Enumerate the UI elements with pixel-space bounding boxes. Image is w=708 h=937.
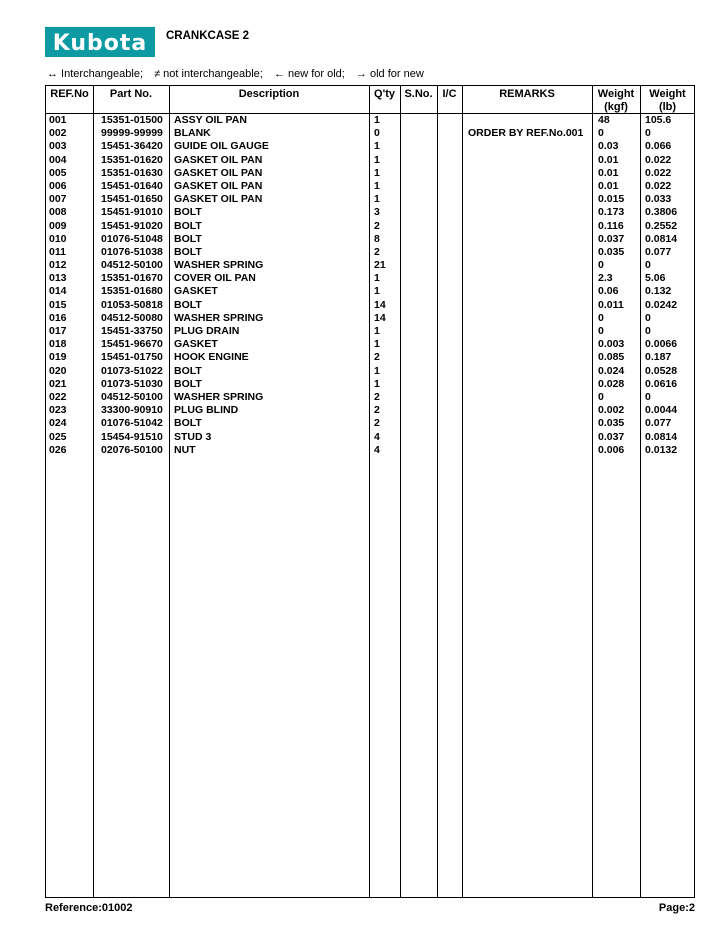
table-row [46, 312, 694, 325]
cell-qty: 2 [374, 245, 380, 258]
cell-ref-no: 001 [49, 114, 67, 126]
cell-part-no: 01073-51022 [101, 364, 163, 377]
cell-qty: 1 [374, 364, 380, 377]
table-row [46, 444, 694, 457]
cell-description: COVER OIL PAN [174, 272, 256, 285]
cell-description: WASHER SPRING [174, 259, 264, 272]
cell-ref-no: 011 [49, 245, 66, 258]
cell-weight-kgf: 0.002 [598, 404, 625, 417]
cell-ref-no: 017 [49, 325, 67, 337]
header-serial-no: S.No. [404, 88, 433, 100]
cell-ref-no: 003 [49, 140, 67, 153]
cell-weight-lb: 0.0616 [645, 377, 678, 390]
cell-part-no: 15351-01630 [101, 166, 163, 179]
cell-part-no: 15451-01750 [101, 351, 163, 364]
cell-description: GASKET OIL PAN [174, 166, 263, 179]
cell-ref-no: 022 [49, 390, 67, 403]
cell-part-no: 15451-91020 [101, 219, 163, 232]
cell-weight-lb: 0.0242 [645, 298, 678, 311]
cell-qty: 2 [374, 390, 380, 403]
cell-weight-lb: 0.132 [645, 285, 672, 298]
cell-ref-no: 004 [49, 153, 67, 166]
cell-qty: 4 [374, 430, 380, 443]
cell-qty: 1 [374, 272, 380, 285]
cell-description: GUIDE OIL GAUGE [174, 140, 269, 153]
cell-weight-kgf: 0.024 [598, 364, 625, 377]
cell-weight-lb: 0.066 [645, 140, 672, 153]
legend-not-interchangeable: ≠ not interchangeable; [154, 68, 263, 80]
cell-part-no: 99999-99999 [101, 127, 163, 140]
kubota-logo-text: Kubota [52, 31, 148, 56]
cell-weight-lb: 105.6 [645, 114, 672, 126]
cell-weight-kgf: 0 [598, 311, 604, 324]
cell-weight-kgf: 0 [598, 325, 604, 337]
cell-qty: 2 [374, 404, 380, 417]
table-row [46, 325, 694, 338]
table-row [46, 220, 694, 233]
cell-qty: 1 [374, 377, 380, 390]
cell-description: BOLT [174, 245, 202, 258]
legend-old-for-new: → old for new [355, 68, 424, 80]
table-row [46, 180, 694, 193]
cell-weight-kgf: 0.006 [598, 443, 625, 456]
cell-remarks: ORDER BY REF.No.001 [468, 127, 584, 140]
header-qty: Q'ty [374, 88, 395, 100]
cell-description: PLUG BLIND [174, 404, 239, 417]
table-row [46, 246, 694, 259]
cell-weight-lb: 0 [645, 325, 651, 337]
legend [47, 68, 432, 80]
cell-description: PLUG DRAIN [174, 325, 240, 337]
cell-weight-lb: 0.2552 [645, 219, 678, 232]
cell-weight-lb: 0.022 [645, 179, 672, 192]
cell-part-no: 04512-50080 [101, 311, 163, 324]
cell-description: BLANK [174, 127, 211, 140]
cell-weight-kgf: 48 [598, 114, 610, 126]
table-row [46, 299, 694, 312]
table-row [46, 378, 694, 391]
cell-weight-lb: 0.187 [645, 351, 672, 364]
table-row [46, 285, 694, 298]
cell-description: HOOK ENGINE [174, 351, 249, 364]
cell-part-no: 15351-01680 [101, 285, 163, 298]
cell-qty: 1 [374, 193, 380, 206]
cell-weight-kgf: 0.116 [598, 219, 624, 232]
cell-description: STUD 3 [174, 430, 212, 443]
table-row [46, 365, 694, 378]
cell-qty: 8 [374, 232, 380, 245]
cell-weight-lb: 0.077 [645, 245, 672, 258]
cell-qty: 2 [374, 417, 380, 430]
cell-qty: 1 [374, 153, 380, 166]
header-part-no: Part No. [109, 88, 153, 100]
table-row [46, 259, 694, 272]
cell-part-no: 15451-01640 [101, 179, 163, 192]
cell-ref-no: 018 [49, 338, 67, 351]
cell-ref-no: 016 [49, 311, 67, 324]
cell-ref-no: 010 [49, 232, 67, 245]
legend-interchangeable: ↔ Interchangeable; [47, 68, 144, 80]
cell-part-no: 04512-50100 [101, 259, 163, 272]
cell-weight-lb: 0.0528 [645, 364, 678, 377]
cell-qty: 2 [374, 351, 380, 364]
cell-weight-kgf: 0 [598, 127, 604, 140]
cell-ref-no: 020 [49, 364, 67, 377]
cell-ref-no: 014 [49, 285, 67, 298]
cell-part-no: 01076-51038 [101, 245, 163, 258]
cell-weight-kgf: 0 [598, 259, 604, 272]
cell-ref-no: 002 [49, 127, 67, 140]
table-row [46, 193, 694, 206]
cell-part-no: 01073-51030 [101, 377, 163, 390]
header-remarks: REMARKS [499, 88, 555, 100]
cell-weight-lb: 0 [645, 311, 651, 324]
cell-weight-kgf: 0.037 [598, 430, 625, 443]
legend-new-for-old: ← new for old; [273, 68, 345, 80]
cell-part-no: 15351-01620 [101, 153, 163, 166]
table-row [46, 127, 694, 140]
cell-description: GASKET OIL PAN [174, 153, 263, 166]
cell-part-no: 15451-33750 [101, 325, 163, 337]
table-row [46, 140, 694, 153]
table-row [46, 417, 694, 430]
cell-description: WASHER SPRING [174, 311, 264, 324]
table-row [46, 233, 694, 246]
cell-weight-lb: 0.033 [645, 193, 672, 206]
header-weight-lb [640, 88, 695, 114]
table-row [46, 114, 694, 127]
header-weight-kgf-line1: Weight [597, 88, 635, 100]
cell-part-no: 15454-91510 [101, 430, 163, 443]
cell-description: BOLT [174, 206, 202, 219]
cell-part-no: 04512-50100 [101, 390, 163, 403]
cell-qty: 4 [374, 443, 380, 456]
cell-qty: 21 [374, 259, 386, 272]
cell-part-no: 15451-36420 [101, 140, 163, 153]
cell-description: BOLT [174, 219, 202, 232]
table-row [46, 404, 694, 417]
cell-part-no: 01053-50818 [101, 298, 163, 311]
cell-weight-lb: 0 [645, 390, 651, 403]
cell-qty: 2 [374, 219, 380, 232]
table-row [46, 431, 694, 444]
cell-weight-lb: 0.0066 [645, 338, 678, 351]
header-weight-lb-line2: (lb) [658, 101, 677, 113]
cell-weight-lb: 0.022 [645, 166, 672, 179]
kubota-logo [45, 27, 155, 57]
cell-weight-kgf: 0.011 [598, 298, 624, 311]
table-row [46, 272, 694, 285]
table-row [46, 351, 694, 364]
cell-weight-kgf: 0.015 [598, 193, 625, 206]
cell-description: BOLT [174, 364, 202, 377]
cell-weight-lb: 0.022 [645, 153, 672, 166]
table-row [46, 206, 694, 219]
cell-ref-no: 012 [49, 259, 67, 272]
cell-qty: 3 [374, 206, 380, 219]
header-weight-lb-line1: Weight [649, 88, 686, 100]
cell-description: BOLT [174, 417, 202, 430]
header-ref-no: REF.No [50, 88, 89, 100]
cell-ref-no: 013 [49, 272, 67, 285]
cell-weight-kgf: 0.173 [598, 206, 625, 219]
cell-ref-no: 008 [49, 206, 67, 219]
cell-ref-no: 006 [49, 179, 67, 192]
cell-part-no: 01076-51048 [101, 232, 163, 245]
cell-description: GASKET [174, 338, 218, 351]
cell-ref-no: 007 [49, 193, 67, 206]
cell-description: GASKET OIL PAN [174, 193, 263, 206]
cell-weight-lb: 0.3806 [645, 206, 678, 219]
cell-ref-no: 009 [49, 219, 67, 232]
table-row [46, 391, 694, 404]
cell-ref-no: 024 [49, 417, 67, 430]
cell-part-no: 02076-50100 [101, 443, 163, 456]
cell-qty: 0 [374, 127, 380, 140]
cell-part-no: 15351-01670 [101, 272, 163, 285]
page-title: CRANKCASE 2 [166, 30, 250, 42]
header-weight-kgf [592, 88, 640, 114]
cell-description: BOLT [174, 232, 202, 245]
cell-part-no: 01076-51042 [101, 417, 163, 430]
cell-weight-lb: 0 [645, 127, 651, 140]
cell-description: WASHER SPRING [174, 390, 264, 403]
header-weight-kgf-line2: (kgf) [604, 101, 628, 113]
cell-weight-lb: 0.0814 [645, 232, 678, 245]
cell-part-no: 33300-90910 [101, 404, 163, 417]
cell-description: GASKET OIL PAN [174, 179, 263, 192]
cell-qty: 1 [374, 114, 380, 126]
cell-qty: 1 [374, 140, 380, 153]
cell-weight-kgf: 0.028 [598, 377, 625, 390]
cell-qty: 1 [374, 285, 380, 298]
cell-weight-kgf: 0.035 [598, 245, 625, 258]
cell-qty: 1 [374, 166, 380, 179]
footer-page-number: Page:2 [658, 902, 695, 914]
cell-weight-kgf: 0.01 [598, 166, 619, 179]
cell-qty: 1 [374, 338, 380, 351]
table-body [46, 114, 694, 457]
cell-weight-lb: 0 [645, 259, 651, 272]
cell-description: NUT [174, 443, 196, 456]
cell-weight-lb: 5.06 [645, 272, 666, 285]
cell-description: GASKET [174, 285, 218, 298]
cell-weight-lb: 0.0132 [645, 443, 678, 456]
cell-weight-kgf: 0.085 [598, 351, 625, 364]
cell-weight-kgf: 0.037 [598, 232, 625, 245]
footer-reference: Reference:01002 [45, 902, 133, 914]
cell-weight-lb: 0.0814 [645, 430, 678, 443]
cell-qty: 1 [374, 325, 380, 337]
cell-ref-no: 025 [49, 430, 67, 443]
cell-ref-no: 015 [49, 298, 67, 311]
cell-weight-kgf: 0.06 [598, 285, 619, 298]
cell-ref-no: 026 [49, 443, 67, 456]
cell-qty: 1 [374, 179, 380, 192]
cell-part-no: 15451-91010 [101, 206, 163, 219]
cell-weight-lb: 0.077 [645, 417, 672, 430]
cell-description: ASSY OIL PAN [174, 114, 247, 126]
cell-ref-no: 021 [49, 377, 67, 390]
cell-description: BOLT [174, 298, 202, 311]
cell-weight-kgf: 0.03 [598, 140, 619, 153]
parts-table [45, 85, 695, 898]
cell-weight-kgf: 0.01 [598, 153, 619, 166]
cell-ref-no: 019 [49, 351, 67, 364]
cell-qty: 14 [374, 311, 386, 324]
header-interchange: I/C [442, 88, 457, 100]
cell-ref-no: 005 [49, 166, 67, 179]
cell-qty: 14 [374, 298, 386, 311]
cell-weight-kgf: 0.01 [598, 179, 619, 192]
cell-part-no: 15351-01500 [101, 114, 163, 126]
cell-weight-kgf: 0.003 [598, 338, 625, 351]
cell-part-no: 15451-01650 [101, 193, 163, 206]
cell-weight-lb: 0.0044 [645, 404, 678, 417]
cell-ref-no: 023 [49, 404, 67, 417]
table-row [46, 338, 694, 351]
cell-description: BOLT [174, 377, 202, 390]
cell-weight-kgf: 0 [598, 390, 604, 403]
cell-weight-kgf: 2.3 [598, 272, 613, 285]
header-description: Description [238, 88, 300, 100]
table-row [46, 154, 694, 167]
cell-weight-kgf: 0.035 [598, 417, 625, 430]
table-row [46, 167, 694, 180]
cell-part-no: 15451-96670 [101, 338, 163, 351]
